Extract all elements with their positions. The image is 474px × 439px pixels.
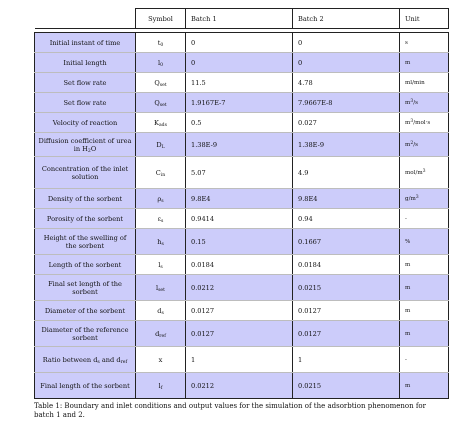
symbol-cell [136,189,186,209]
parameter-name-subscript: 2 [87,148,91,154]
parameter-name-subscript-2: ref [120,359,128,365]
header-batch-1: Batch 1 [186,9,293,29]
parameter-name-cell [35,73,136,93]
batch-1-value [186,373,293,399]
header-unit: Unit [400,9,449,29]
parameter-name-cell [35,189,136,209]
parameter-name: Set flow rate [63,98,107,107]
batch-2-text: 9.8E4 [298,194,318,203]
symbol: D [156,140,162,149]
symbol-cell [136,73,186,93]
unit-cell [400,113,449,133]
batch-2-value [293,229,400,255]
batch-2-value [293,33,400,53]
symbol-cell [136,321,186,347]
table-header-row [35,9,449,29]
batch-1-value [186,53,293,73]
unit-text: g/m [405,195,416,202]
parameter-name-cell [35,113,136,133]
unit-text: - [405,356,407,363]
batch-2-text: 0.94 [298,214,313,223]
unit-superscript: 3 [410,118,414,124]
symbol-subscript: 0 [160,42,164,48]
unit-text: mol/m [405,169,423,176]
symbol-cell [136,347,186,373]
symbol-subscript: 0 [160,62,164,68]
batch-2-value [293,373,400,399]
batch-1-text: 0.0212 [191,283,215,292]
batch-1-text: 0.0127 [191,306,215,315]
unit-cell [400,93,449,113]
parameter-name-cell [35,373,136,399]
unit-text: s [405,39,408,46]
unit-text: m [405,59,411,66]
unit-tail: /s [413,141,419,148]
symbol-subscript: L [161,144,165,150]
parameter-name: Diameter of the sorbent [44,306,126,315]
batch-2-value [293,113,400,133]
unit-text: m [405,261,411,268]
parameter-name-subscript: s [97,359,100,365]
batch-2-value [293,275,400,301]
batch-2-text: 4.78 [298,78,313,87]
table-caption: Table 1: Boundary and inlet conditions and output values for the simulation of the adsorbtion phenomenon for batch 1 and 2. [34,402,426,419]
parameter-name-cell [35,157,136,189]
table-row [35,209,449,229]
batch-2-value [293,53,400,73]
unit-cell [400,133,449,157]
symbol-cell [136,209,186,229]
symbol: Q [154,78,160,87]
parameter-name: Initial length [63,58,107,67]
symbol-cell [136,93,186,113]
symbol: C [155,168,161,177]
symbol: K [154,118,159,127]
symbol-cell [136,373,186,399]
unit-cell [400,301,449,321]
unit-text: m [405,307,411,314]
batch-1-text: 0.0184 [191,260,215,269]
batch-1-text: 5.07 [191,168,206,177]
table-row [35,157,449,189]
table-row [35,189,449,209]
batch-2-text: 0.1667 [298,237,322,246]
parameter-name: Concentration of the inlet solution [41,164,129,181]
parameter-name-tail: and d [99,355,121,364]
parameter-name: Density of the sorbent [47,194,123,203]
unit-text: m [405,119,411,126]
batch-1-text: 9.8E4 [191,194,211,203]
batch-1-text: 0.9414 [191,214,215,223]
unit-cell [400,255,449,275]
parameter-name-cell [35,347,136,373]
unit-text: ml/min [405,79,425,86]
batch-1-value [186,133,293,157]
batch-2-value [293,301,400,321]
symbol-cell [136,113,186,133]
unit-text: m [405,330,411,337]
unit-superscript: 3 [415,194,419,200]
unit-cell [400,321,449,347]
parameter-name: Velocity of reaction [52,118,118,127]
parameters-table-wrapper [34,8,448,399]
symbol: l [158,260,161,269]
parameter-name-cell [35,275,136,301]
batch-1-value [186,229,293,255]
unit-cell [400,53,449,73]
parameter-name: Length of the sorbent [48,260,122,269]
unit-cell [400,373,449,399]
symbol: l [157,58,161,67]
batch-1-value [186,275,293,301]
parameter-name-tail: O [90,144,97,153]
symbol-cell [136,255,186,275]
symbol-cell [136,157,186,189]
batch-2-text: 1.38E-9 [298,140,325,149]
unit-text: m [405,141,411,148]
unit-superscript: 2 [410,140,414,146]
table-row [35,301,449,321]
unit-tail: /mol·s [413,119,431,126]
symbol: h [157,237,162,246]
batch-1-value [186,347,293,373]
batch-1-value [186,73,293,93]
unit-cell [400,33,449,53]
unit-text: m [405,284,411,291]
unit-cell [400,347,449,373]
table-row [35,229,449,255]
unit-text: - [405,215,407,222]
batch-1-text: 0 [191,58,196,67]
symbol-subscript: s [161,218,164,224]
parameter-name-cell [35,229,136,255]
batch-2-value [293,255,400,275]
unit-superscript: 3 [422,168,426,174]
batch-1-text: 0.0127 [191,329,215,338]
parameter-name: Initial instant of time [49,38,121,47]
header-symbol: Symbol [136,9,186,29]
unit-cell [400,275,449,301]
symbol-subscript: s [161,241,164,247]
unit-cell [400,209,449,229]
batch-1-text: 1.9167E-7 [191,98,226,107]
symbol-cell [136,229,186,255]
symbol-subscript: set [158,287,166,293]
table-row [35,255,449,275]
parameter-name-cell [35,93,136,113]
symbol-cell [136,275,186,301]
batch-1-text: 0.0212 [191,381,215,390]
symbol-subscript: s [161,310,164,316]
symbol-cell [136,53,186,73]
symbol: d [155,329,160,338]
symbol: Q [154,98,160,107]
header-batch-2: Batch 2 [293,9,400,29]
parameter-name-cell [35,53,136,73]
unit-cell [400,189,449,209]
batch-1-value [186,93,293,113]
symbol: t [157,38,161,47]
symbol: ε [157,214,162,223]
batch-2-value [293,93,400,113]
batch-1-text: 1 [191,355,196,364]
parameter-name: Ratio between d [42,355,98,364]
symbol-cell [136,133,186,157]
batch-2-text: 7.9667E-8 [298,98,333,107]
symbol: x [158,355,163,364]
symbol: l [155,283,159,292]
symbol-subscript: set [159,102,167,108]
batch-1-value [186,301,293,321]
symbol: l [158,381,161,390]
table-row [35,53,449,73]
batch-1-value [186,255,293,275]
symbol-cell [136,33,186,53]
table-row [35,133,449,157]
parameter-name: Porosity of the sorbent [46,214,124,223]
parameter-name: Final length of the sorbent [40,381,130,390]
batch-2-value [293,321,400,347]
batch-2-value [293,133,400,157]
batch-1-text: 0 [191,38,196,47]
parameter-name-cell [35,33,136,53]
parameter-name: Diffusion coefficient of urea in H [38,136,132,153]
batch-1-value [186,157,293,189]
parameter-name-cell [35,209,136,229]
parameter-name-cell [35,133,136,157]
batch-2-value [293,73,400,93]
batch-1-value [186,113,293,133]
table-body [35,33,449,399]
symbol: ρ [157,194,162,203]
symbol-cell [136,301,186,321]
batch-2-value [293,347,400,373]
batch-1-value [186,33,293,53]
batch-1-value [186,209,293,229]
unit-superscript: 3 [410,98,414,104]
unit-cell [400,157,449,189]
table-row [35,321,449,347]
unit-tail: /s [413,99,419,106]
batch-2-text: 0 [298,58,303,67]
table-row [35,373,449,399]
batch-2-text: 0.0127 [298,329,322,338]
batch-2-value [293,209,400,229]
parameters-table [34,8,449,399]
batch-2-value [293,157,400,189]
batch-2-value [293,189,400,209]
batch-1-value [186,321,293,347]
batch-2-text: 1 [298,355,303,364]
symbol-subscript: in [160,172,166,178]
batch-2-text: 4.9 [298,168,309,177]
parameter-name: Diameter of the reference sorbent [41,325,129,342]
unit-cell [400,229,449,255]
table-row [35,73,449,93]
parameter-name: Set flow rate [63,78,107,87]
unit-cell [400,73,449,93]
table-row [35,33,449,53]
batch-1-value [186,189,293,209]
parameter-name-cell [35,255,136,275]
symbol: d [157,306,162,315]
batch-2-text: 0.027 [298,118,317,127]
parameter-name: Height of the swelling of the sorbent [43,233,127,250]
unit-text: m [405,382,411,389]
batch-2-text: 0.0215 [298,283,322,292]
parameter-name-cell [35,321,136,347]
header-blank-cell [35,9,136,29]
table-row [35,275,449,301]
batch-1-text: 0.15 [191,237,206,246]
symbol-subscript: ads [158,122,167,128]
symbol-subscript: ref [159,333,166,339]
symbol-subscript: s [160,264,163,270]
batch-1-text: 1.38E-9 [191,140,218,149]
batch-2-text: 0 [298,38,303,47]
table-row [35,93,449,113]
batch-1-text: 11.5 [191,78,206,87]
batch-2-text: 0.0215 [298,381,322,390]
batch-1-text: 0.5 [191,118,202,127]
batch-2-text: 0.0184 [298,260,322,269]
table-row [35,347,449,373]
batch-2-text: 0.0127 [298,306,322,315]
symbol-subscript: s [161,198,164,204]
symbol-subscript: set [159,82,167,88]
unit-text: m [405,99,411,106]
parameter-name-cell [35,301,136,321]
table-row [35,113,449,133]
symbol-subscript: f [160,385,163,391]
parameter-name: Final set length of the sorbent [48,279,122,296]
unit-text: % [405,238,411,245]
